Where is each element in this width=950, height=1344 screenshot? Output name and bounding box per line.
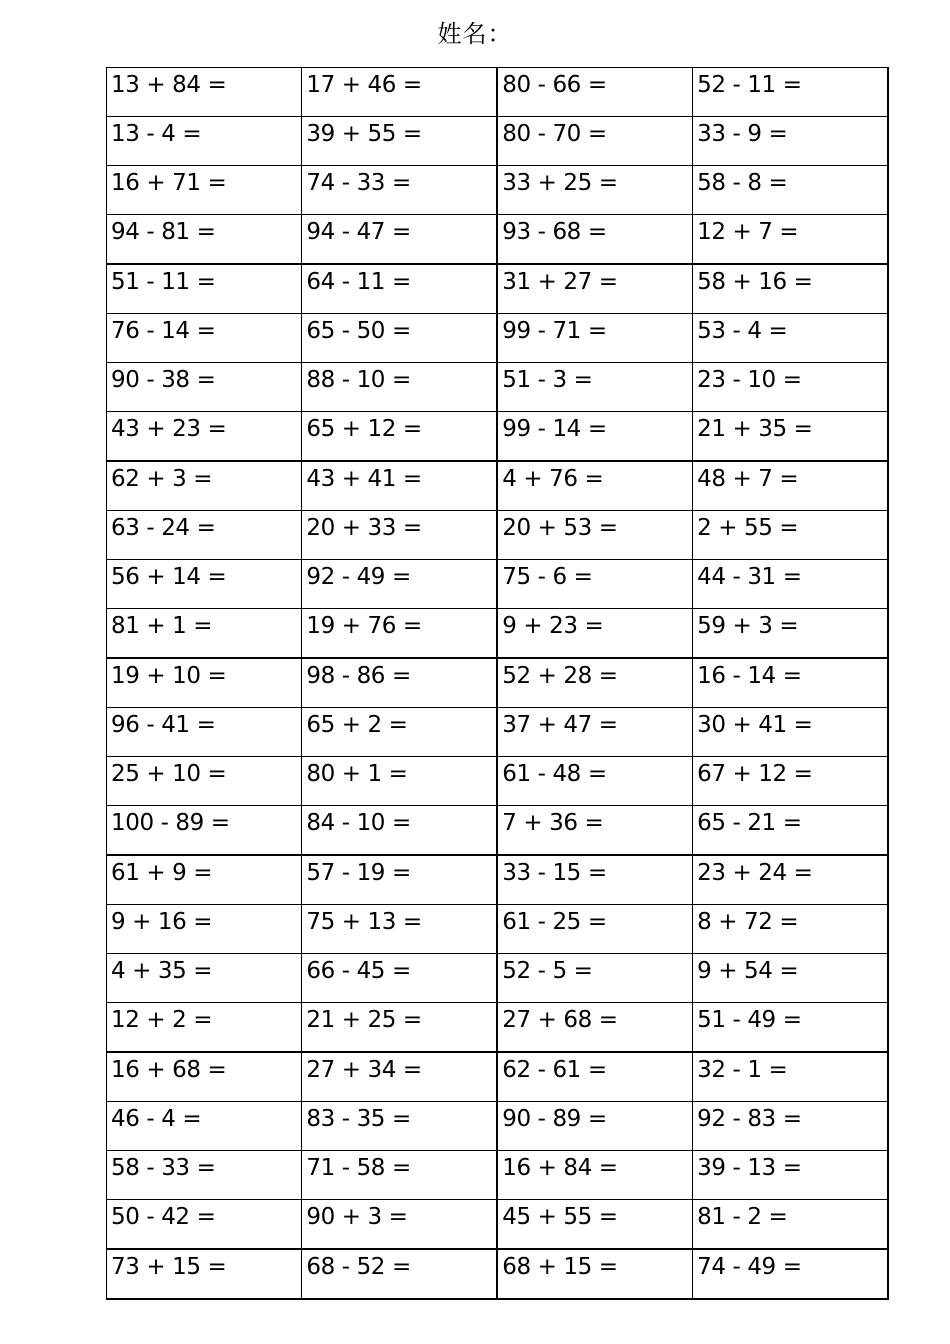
problem-cell[interactable]: 66 - 45 = bbox=[302, 954, 497, 1003]
problem-cell[interactable]: 74 - 49 = bbox=[693, 1249, 888, 1299]
worksheet-row bbox=[107, 68, 889, 117]
problem-cell[interactable]: 16 - 14 = bbox=[693, 658, 888, 708]
problem-cell[interactable]: 9 + 16 = bbox=[107, 905, 302, 954]
problem-cell[interactable]: 51 - 49 = bbox=[693, 1003, 888, 1053]
problem-cell[interactable]: 12 + 7 = bbox=[693, 215, 888, 265]
worksheet-row bbox=[107, 855, 889, 905]
problem-cell[interactable]: 84 - 10 = bbox=[302, 806, 497, 856]
problem-cell[interactable]: 56 + 14 = bbox=[107, 560, 302, 609]
worksheet-row bbox=[107, 1102, 889, 1151]
problem-cell[interactable]: 62 + 3 = bbox=[107, 461, 302, 511]
problem-cell[interactable]: 48 + 7 = bbox=[693, 461, 888, 511]
problem-cell[interactable]: 80 - 66 = bbox=[497, 68, 692, 117]
problem-cell[interactable]: 27 + 34 = bbox=[302, 1052, 497, 1102]
problem-cell[interactable]: 93 - 68 = bbox=[497, 215, 692, 265]
problem-cell[interactable]: 59 + 3 = bbox=[693, 609, 888, 659]
problem-cell[interactable]: 61 - 48 = bbox=[497, 757, 692, 806]
problem-cell[interactable]: 33 - 15 = bbox=[497, 855, 692, 905]
problem-cell[interactable]: 33 - 9 = bbox=[693, 117, 888, 166]
worksheet-row bbox=[107, 363, 889, 412]
problem-cell[interactable]: 75 + 13 = bbox=[302, 905, 497, 954]
problem-cell[interactable]: 16 + 68 = bbox=[107, 1052, 302, 1102]
worksheet-row bbox=[107, 314, 889, 363]
problem-cell[interactable]: 16 + 84 = bbox=[497, 1151, 692, 1200]
problem-cell[interactable]: 9 + 54 = bbox=[693, 954, 888, 1003]
problem-cell[interactable]: 81 + 1 = bbox=[107, 609, 302, 659]
problem-cell[interactable]: 65 - 21 = bbox=[693, 806, 888, 856]
problem-cell[interactable]: 61 + 9 = bbox=[107, 855, 302, 905]
arithmetic-worksheet-table bbox=[106, 67, 889, 1300]
problem-cell[interactable]: 51 - 11 = bbox=[107, 264, 302, 314]
problem-cell[interactable]: 45 + 55 = bbox=[497, 1200, 692, 1250]
problem-cell[interactable]: 90 - 38 = bbox=[107, 363, 302, 412]
problem-cell[interactable]: 39 + 55 = bbox=[302, 117, 497, 166]
problem-cell[interactable]: 13 + 84 = bbox=[107, 68, 302, 117]
problem-cell[interactable]: 73 + 15 = bbox=[107, 1249, 302, 1299]
worksheet-row bbox=[107, 117, 889, 166]
problem-cell[interactable]: 4 + 35 = bbox=[107, 954, 302, 1003]
worksheet-row bbox=[107, 215, 889, 265]
problem-cell[interactable]: 43 + 41 = bbox=[302, 461, 497, 511]
problem-cell[interactable]: 68 - 52 = bbox=[302, 1249, 497, 1299]
problem-cell[interactable]: 12 + 2 = bbox=[107, 1003, 302, 1053]
problem-cell[interactable]: 81 - 2 = bbox=[693, 1200, 888, 1250]
problem-cell[interactable]: 52 - 11 = bbox=[693, 68, 888, 117]
problem-cell[interactable]: 92 - 83 = bbox=[693, 1102, 888, 1151]
worksheet-row bbox=[107, 905, 889, 954]
worksheet-row bbox=[107, 1003, 889, 1053]
worksheet-row bbox=[107, 412, 889, 462]
worksheet-row bbox=[107, 1200, 889, 1250]
problem-cell[interactable]: 13 - 4 = bbox=[107, 117, 302, 166]
problem-cell[interactable]: 2 + 55 = bbox=[693, 511, 888, 560]
problem-cell[interactable]: 98 - 86 = bbox=[302, 658, 497, 708]
problem-cell[interactable]: 23 - 10 = bbox=[693, 363, 888, 412]
problem-cell[interactable]: 4 + 76 = bbox=[497, 461, 692, 511]
problem-cell[interactable]: 76 - 14 = bbox=[107, 314, 302, 363]
problem-cell[interactable]: 17 + 46 = bbox=[302, 68, 497, 117]
problem-cell[interactable]: 63 - 24 = bbox=[107, 511, 302, 560]
worksheet-row bbox=[107, 954, 889, 1003]
problem-cell[interactable]: 62 - 61 = bbox=[497, 1052, 692, 1102]
problem-cell[interactable]: 33 + 25 = bbox=[497, 166, 692, 215]
problem-cell[interactable]: 52 - 5 = bbox=[497, 954, 692, 1003]
problem-cell[interactable]: 57 - 19 = bbox=[302, 855, 497, 905]
problem-cell[interactable]: 80 - 70 = bbox=[497, 117, 692, 166]
problem-cell[interactable]: 19 + 10 = bbox=[107, 658, 302, 708]
worksheet-row bbox=[107, 166, 889, 215]
problem-cell[interactable]: 58 + 16 = bbox=[693, 264, 888, 314]
problem-cell[interactable]: 46 - 4 = bbox=[107, 1102, 302, 1151]
worksheet-row bbox=[107, 658, 889, 708]
problem-cell[interactable]: 31 + 27 = bbox=[497, 264, 692, 314]
problem-cell[interactable]: 30 + 41 = bbox=[693, 708, 888, 757]
problem-cell[interactable]: 9 + 23 = bbox=[497, 609, 692, 659]
worksheet-body bbox=[107, 68, 889, 1300]
worksheet-row bbox=[107, 1052, 889, 1102]
worksheet-row bbox=[107, 708, 889, 757]
problem-cell[interactable]: 80 + 1 = bbox=[302, 757, 497, 806]
worksheet-row bbox=[107, 609, 889, 659]
problem-cell[interactable]: 21 + 35 = bbox=[693, 412, 888, 462]
problem-cell[interactable]: 25 + 10 = bbox=[107, 757, 302, 806]
problem-cell[interactable]: 65 + 2 = bbox=[302, 708, 497, 757]
problem-cell[interactable]: 21 + 25 = bbox=[302, 1003, 497, 1053]
problem-cell[interactable]: 64 - 11 = bbox=[302, 264, 497, 314]
problem-cell[interactable]: 96 - 41 = bbox=[107, 708, 302, 757]
problem-cell[interactable]: 51 - 3 = bbox=[497, 363, 692, 412]
problem-cell[interactable]: 99 - 71 = bbox=[497, 314, 692, 363]
problem-cell[interactable]: 99 - 14 = bbox=[497, 412, 692, 462]
student-name-label: 姓名： bbox=[437, 20, 513, 48]
problem-cell[interactable]: 16 + 71 = bbox=[107, 166, 302, 215]
problem-cell[interactable]: 90 - 89 = bbox=[497, 1102, 692, 1151]
problem-cell[interactable]: 44 - 31 = bbox=[693, 560, 888, 609]
problem-cell[interactable]: 65 - 50 = bbox=[302, 314, 497, 363]
problem-cell[interactable]: 50 - 42 = bbox=[107, 1200, 302, 1250]
worksheet-row bbox=[107, 757, 889, 806]
problem-cell[interactable]: 58 - 8 = bbox=[693, 166, 888, 215]
problem-cell[interactable]: 37 + 47 = bbox=[497, 708, 692, 757]
problem-cell[interactable]: 74 - 33 = bbox=[302, 166, 497, 215]
problem-cell[interactable]: 83 - 35 = bbox=[302, 1102, 497, 1151]
problem-cell[interactable]: 7 + 36 = bbox=[497, 806, 692, 856]
worksheet-row bbox=[107, 560, 889, 609]
problem-cell[interactable]: 27 + 68 = bbox=[497, 1003, 692, 1053]
problem-cell[interactable]: 75 - 6 = bbox=[497, 560, 692, 609]
problem-cell[interactable]: 61 - 25 = bbox=[497, 905, 692, 954]
worksheet-row bbox=[107, 461, 889, 511]
problem-cell[interactable]: 20 + 33 = bbox=[302, 511, 497, 560]
problem-cell[interactable]: 32 - 1 = bbox=[693, 1052, 888, 1102]
problem-cell[interactable]: 71 - 58 = bbox=[302, 1151, 497, 1200]
problem-cell[interactable]: 43 + 23 = bbox=[107, 412, 302, 462]
problem-cell[interactable]: 88 - 10 = bbox=[302, 363, 497, 412]
problem-cell[interactable]: 90 + 3 = bbox=[302, 1200, 497, 1250]
worksheet-row bbox=[107, 1151, 889, 1200]
problem-cell[interactable]: 68 + 15 = bbox=[497, 1249, 692, 1299]
problem-cell[interactable]: 52 + 28 = bbox=[497, 658, 692, 708]
problem-cell[interactable]: 39 - 13 = bbox=[693, 1151, 888, 1200]
problem-cell[interactable]: 94 - 47 = bbox=[302, 215, 497, 265]
worksheet-row bbox=[107, 1249, 889, 1299]
problem-cell[interactable]: 23 + 24 = bbox=[693, 855, 888, 905]
problem-cell[interactable]: 20 + 53 = bbox=[497, 511, 692, 560]
problem-cell[interactable]: 58 - 33 = bbox=[107, 1151, 302, 1200]
worksheet-row bbox=[107, 511, 889, 560]
problem-cell[interactable]: 94 - 81 = bbox=[107, 215, 302, 265]
problem-cell[interactable]: 100 - 89 = bbox=[107, 806, 302, 856]
problem-cell[interactable]: 53 - 4 = bbox=[693, 314, 888, 363]
problem-cell[interactable]: 92 - 49 = bbox=[302, 560, 497, 609]
problem-cell[interactable]: 67 + 12 = bbox=[693, 757, 888, 806]
worksheet-row bbox=[107, 264, 889, 314]
worksheet-row bbox=[107, 806, 889, 856]
problem-cell[interactable]: 8 + 72 = bbox=[693, 905, 888, 954]
problem-cell[interactable]: 65 + 12 = bbox=[302, 412, 497, 462]
problem-cell[interactable]: 19 + 76 = bbox=[302, 609, 497, 659]
